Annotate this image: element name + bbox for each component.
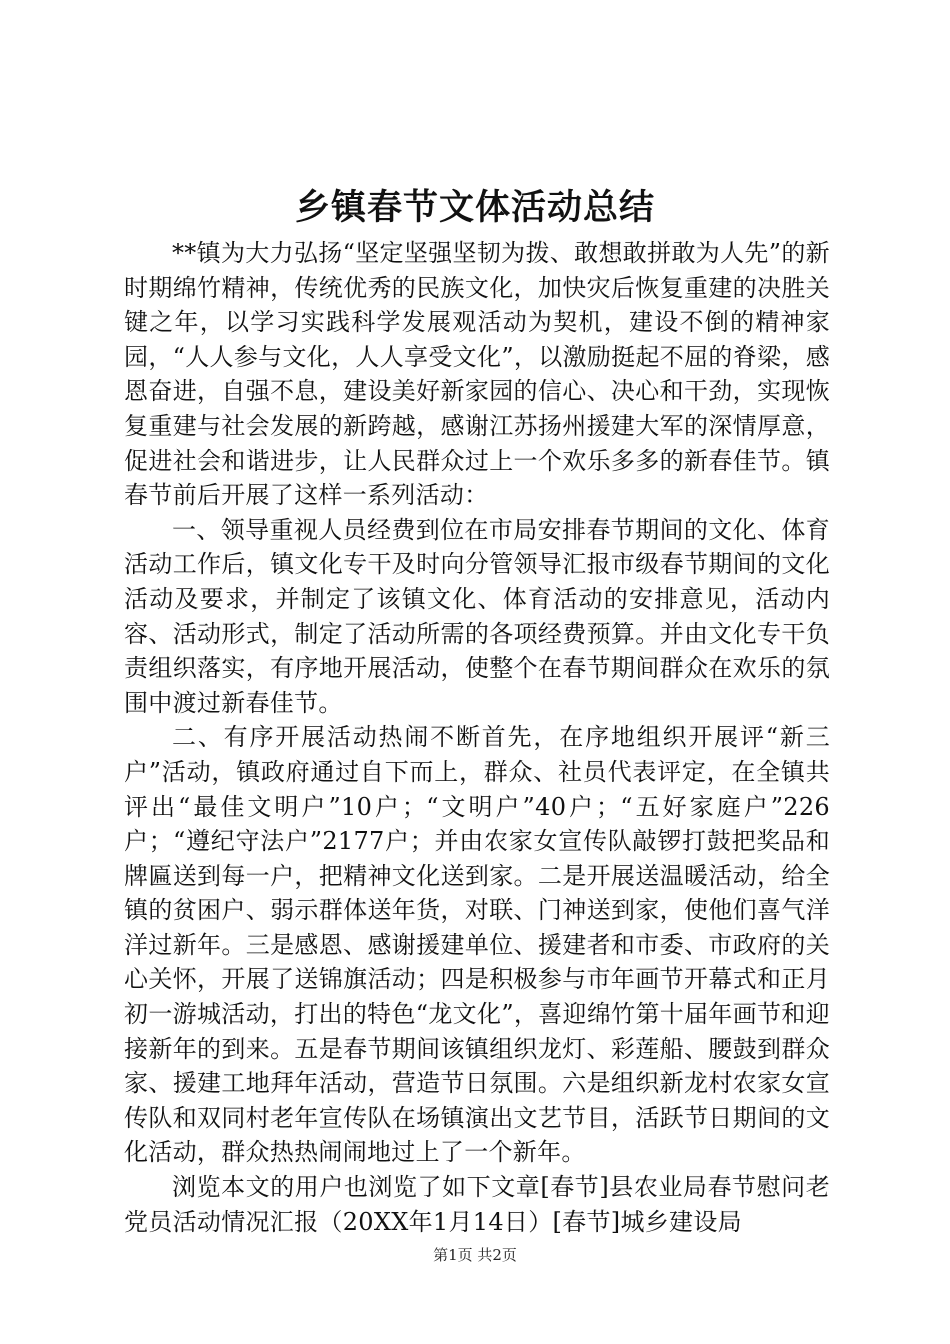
paragraph-intro: **镇为大力弘扬“坚定坚强坚韧为拨、敢想敢拼敢为人先”的新时期绵竹精神，传统优秀的民族文化，加快灾后恢复重建的决胜关键之年，以学习实践科学发展观活动为契机，建设不倒的精神家园，“人人参与文化，人人享受文化”，以激励挺起不屈的脊梁，感恩奋进，自强不息，建设美好新家园的信心、决心和干劲，实现恢复重建与社会发展的新跨越，感谢江苏扬州援建大军的深情厚意，促进社会和谐进步，让人民群众过上一个欢乐多多的新春佳节。镇春节前后开展了这样一系列活动： — [124, 239, 830, 510]
page-number-footer: 第1页 共2页 — [433, 1246, 517, 1264]
document-title: 乡镇春节文体活动总结 — [294, 188, 655, 228]
document-body — [124, 236, 830, 1239]
paragraph-section-two: 二、有序开展活动热闹不断首先，在序地组织开展评“新三户”活动，镇政府通过自下而上，群众、社员代表评定，在全镇共评出“最佳文明户”10户；“文明户”40户；“五好家庭户”226户；“遵纪守法户”2177户；并由农家女宣传队敲锣打鼓把奖品和牌匾送到每一户，把精神文化送到家。二是开展送温暖活动，给全镇的贫困户、弱示群体送年货，对联、门神送到家，使他们喜气洋洋过新年。三是感恩、感谢援建单位、援建者和市委、市政府的关心关怀，开展了送锦旗活动；四是积极参与市年画节开幕式和正月初一游城活动，打出的特色“龙文化”，喜迎绵竹第十届年画节和迎接新年的到来。五是春节期间该镇组织龙灯、彩莲船、腰鼓到群众家、援建工地拜年活动，营造节日氛围。六是组织新龙村农家女宣传队和双同村老年宣传队在场镇演出文艺节目，活跃节日期间的文化活动，群众热热闹闹地过上了一个新年。 — [124, 723, 830, 1167]
paragraph-section-one: 一、领导重视人员经费到位在市局安排春节期间的文化、体育活动工作后，镇文化专干及时向分管领导汇报市级春节期间的文化活动及要求，并制定了该镇文化、体育活动的安排意见，活动内容、活动形式，制定了活动所需的各项经费预算。并由文化专干负责组织落实，有序地开展活动，使整个在春节期间群众在欢乐的氛围中渡过新春佳节。 — [124, 515, 830, 717]
paragraph-related-articles: 浏览本文的用户也浏览了如下文章[春节]县农业局春节慰问老党员活动情况汇报（20XX年1月14日）[春节]城乡建设局 — [124, 1173, 830, 1236]
